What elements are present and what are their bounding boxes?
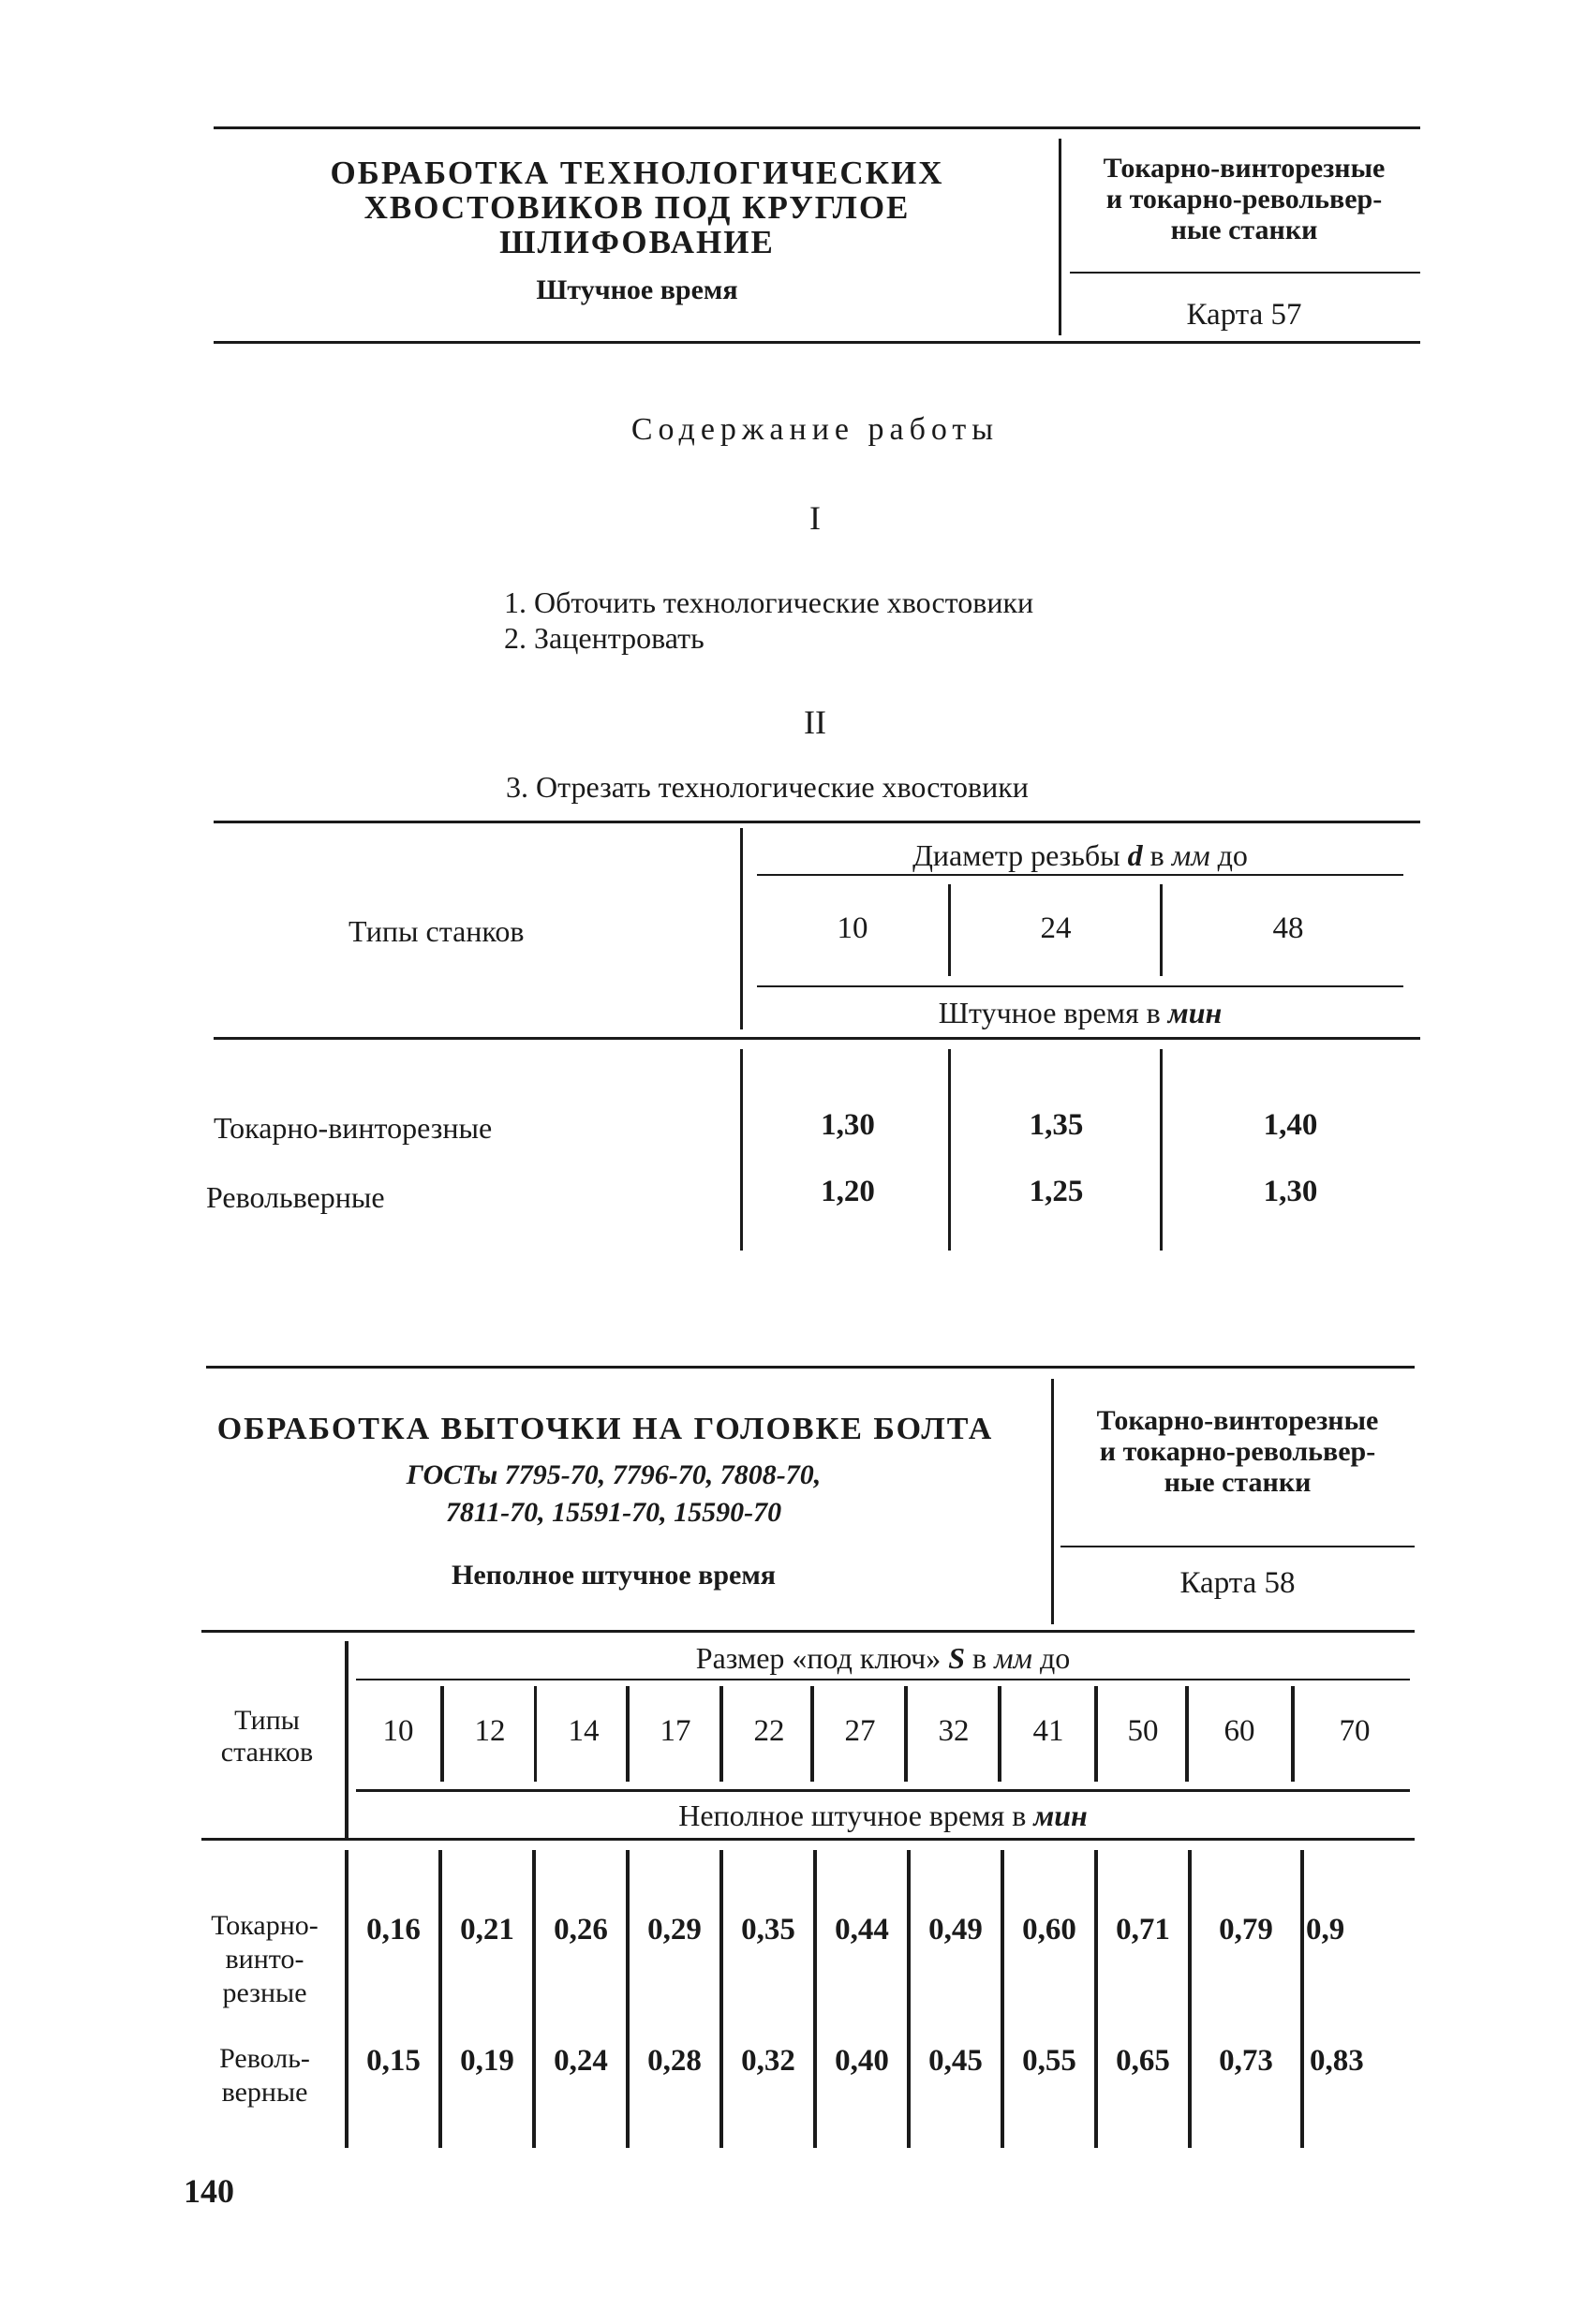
card58-gost [211,1457,1016,1532]
t57-header-bottom-rule [214,1037,1420,1040]
step-3: 3. Отрезать технологические хвостовики [506,770,1029,804]
t58-r2-c11: 0,83 [1310,2044,1364,2078]
card57-right-divider [1070,272,1420,274]
card57-title [225,155,1049,259]
t58-col-4: 17 [660,1714,691,1748]
t58-r2-c2: 0,19 [460,2044,514,2078]
card57-machines-line-2: и токарно-револьвер- [1105,184,1383,215]
t58-col-11: 70 [1339,1714,1371,1748]
t58-r2-c6: 0,40 [835,2044,889,2078]
t57-r2-c1: 1,20 [821,1175,875,1208]
t58-col-6: 27 [844,1714,876,1748]
t58-top-header [356,1641,1410,1676]
t58-bcol-div-7 [1001,1850,1004,2148]
t58-row-header-line-2: станков [220,1737,314,1768]
t58-top-header-unit: мм [994,1641,1032,1675]
t57-bottom-header-text: Штучное время в [938,996,1168,1029]
t58-bcol-div-8 [1094,1850,1098,2148]
t58-r1-c6: 0,44 [835,1913,889,1947]
card57-subtitle: Штучное время [536,274,738,305]
t58-top-header-var: S [948,1641,965,1675]
t58-bcol-div-2 [532,1850,536,2148]
t58-r1-c5: 0,35 [741,1913,795,1947]
t57-row-1-name: Токарно-винторезные [214,1111,493,1145]
t57-body-divider-1 [948,1049,951,1251]
t57-top-header-unit: мм [1171,838,1210,872]
t58-hcol-div-3 [626,1686,630,1782]
step-1: 1. Обточить технологические хвостовики [504,585,1034,619]
t57-top-header-text: Диаметр резьбы [912,838,1128,872]
card57-card-label: Карта 57 [1186,298,1302,332]
t58-bcol-div-0 [345,1850,349,2148]
t58-r1-c7: 0,49 [928,1913,983,1947]
card58-card-label: Карта 58 [1179,1566,1296,1600]
card57-bottom-rule [214,341,1420,344]
t57-r1-c1: 1,30 [821,1108,875,1142]
t58-col-2: 12 [474,1714,506,1748]
t58-r1-c8: 0,60 [1022,1913,1076,1947]
t58-bcol-div-1 [438,1850,442,2148]
steps-1 [504,585,1033,656]
t58-row-2-name-line-2: верные [221,2077,308,2108]
t57-row-header: Типы станков [349,914,525,948]
t57-col-divider-2 [1160,884,1163,976]
t58-hcol-div-1 [440,1686,444,1782]
t58-col-8: 41 [1032,1714,1064,1748]
card58-right-divider [1060,1546,1415,1547]
card57-machines [1068,153,1420,245]
t58-r1-c9: 0,71 [1116,1913,1170,1947]
t58-row-1-name-line-3: резные [222,1977,307,2008]
t57-col-24: 24 [1040,911,1072,945]
t58-r2-c9: 0,65 [1116,2044,1170,2078]
t57-r1-c3: 1,40 [1263,1108,1318,1142]
t58-header-bottom-rule [201,1838,1415,1841]
t58-hcol-div-2 [534,1686,537,1782]
t57-col-10: 10 [837,911,868,945]
t58-row-1-name-line-1: Токарно- [211,1910,319,1941]
t57-col-48: 48 [1272,911,1304,945]
card57-title-line-3: ШЛИФОВАНИЕ [499,224,775,260]
card58-machines-line-1: Токарно-винторезные [1096,1405,1379,1436]
t58-row-1-name [187,1909,342,2010]
t58-r2-c5: 0,32 [741,2044,795,2078]
t58-r2-c1: 0,15 [366,2044,421,2078]
t57-body-divider-0 [740,1049,743,1251]
card58-subtitle: Неполное штучное время [451,1560,777,1591]
t57-top-header-rule [757,874,1403,876]
t58-columns-rule [356,1789,1410,1792]
step-2: 2. Зацентровать [504,621,704,655]
card58-title: ОБРАБОТКА ВЫТОЧКИ НА ГОЛОВКЕ БОЛТА [216,1412,994,1446]
t58-r2-c4: 0,28 [647,2044,702,2078]
t58-bcol-div-9 [1188,1850,1192,2148]
card58-gost-line-1: ГОСТы 7795-70, 7796-70, 7808-70, [406,1459,822,1490]
content-heading: Содержание работы [630,412,1000,447]
t58-top-header-end: до [1031,1641,1071,1675]
card58-machines [1060,1405,1415,1498]
t57-col-divider-1 [948,884,951,976]
t58-hcol-div-6 [904,1686,908,1782]
t58-r1-c10: 0,79 [1219,1913,1273,1947]
t57-row-2-name: Револьверные [206,1180,385,1214]
card58-top-rule [206,1366,1415,1369]
t58-row-2-name-line-1: Револь- [219,2043,310,2074]
card57-header-divider [1059,139,1061,335]
t58-r1-c1: 0,16 [366,1913,421,1947]
t58-r1-c4: 0,29 [647,1913,702,1947]
t58-col-1: 10 [382,1714,414,1748]
t58-row-2-name [187,2042,342,2109]
t57-columns-rule [757,985,1403,987]
t57-r2-c3: 1,30 [1263,1175,1318,1208]
card57-machines-line-3: ные станки [1170,215,1318,245]
t58-top-rule [201,1630,1415,1633]
t57-r1-c2: 1,35 [1029,1108,1084,1142]
t58-top-header-text: Размер «под ключ» [695,1641,949,1675]
card57-title-line-1: ОБРАБОТКА ТЕХНОЛОГИЧЕСКИХ [330,155,944,191]
t58-row-1-name-line-2: винто- [225,1944,304,1975]
t57-top-rule [214,821,1420,823]
section-1-label: I [809,499,821,537]
card58-machines-line-3: ные станки [1164,1467,1312,1498]
t58-col-9: 50 [1127,1714,1159,1748]
t58-row-header [197,1705,337,1769]
t57-bottom-header-unit: мин [1167,996,1223,1029]
t57-r2-c2: 1,25 [1029,1175,1084,1208]
t58-col-3: 14 [568,1714,600,1748]
t57-stub-divider [740,828,743,1029]
t58-bcol-div-4 [719,1850,723,2148]
t58-bottom-header-text: Неполное штучное время в [678,1799,1034,1832]
t58-bcol-div-6 [907,1850,911,2148]
card57-title-line-2: ХВОСТОВИКОВ ПОД КРУГЛОЕ [363,189,911,226]
t58-r2-c8: 0,55 [1022,2044,1076,2078]
t57-top-header [757,838,1403,873]
t58-bottom-header-unit: мин [1033,1799,1088,1832]
page-number: 140 [184,2172,234,2210]
t57-top-header-var: d [1127,838,1143,872]
t58-col-10: 60 [1223,1714,1255,1748]
t58-r1-c11: 0,9 [1306,1913,1345,1947]
t58-bottom-header [356,1799,1410,1833]
t58-col-5: 22 [753,1714,785,1748]
t58-row-header-line-1: Типы [234,1705,300,1736]
t58-hcol-div-7 [998,1686,1001,1782]
t58-col-7: 32 [938,1714,970,1748]
t57-top-header-mid: в [1142,838,1172,872]
t58-bcol-div-10 [1300,1850,1304,2148]
t57-body-divider-2 [1160,1049,1163,1251]
card57-top-rule [214,126,1420,129]
t58-r2-c3: 0,24 [554,2044,608,2078]
card58-header-divider [1051,1379,1054,1624]
t58-hcol-div-4 [719,1686,723,1782]
t58-r1-c3: 0,26 [554,1913,608,1947]
card57-machines-line-1: Токарно-винторезные [1103,153,1386,184]
card58-machines-line-2: и токарно-револьвер- [1099,1436,1376,1467]
t58-bcol-div-3 [626,1850,630,2148]
t58-bcol-div-5 [813,1850,817,2148]
section-2-label: II [804,703,826,741]
t58-r1-c2: 0,21 [460,1913,514,1947]
t57-bottom-header [757,996,1403,1030]
t58-r2-c7: 0,45 [928,2044,983,2078]
t58-hcol-div-8 [1094,1686,1098,1782]
t58-hcol-div-10 [1291,1686,1295,1782]
t58-hcol-div-9 [1185,1686,1189,1782]
t57-top-header-end: до [1209,838,1248,872]
t58-stub-divider [345,1641,349,1840]
t58-top-header-rule [356,1679,1410,1680]
card58-gost-line-2: 7811-70, 15591-70, 15590-70 [445,1497,782,1528]
t58-top-header-mid: в [964,1641,995,1675]
t58-r2-c10: 0,73 [1219,2044,1273,2078]
